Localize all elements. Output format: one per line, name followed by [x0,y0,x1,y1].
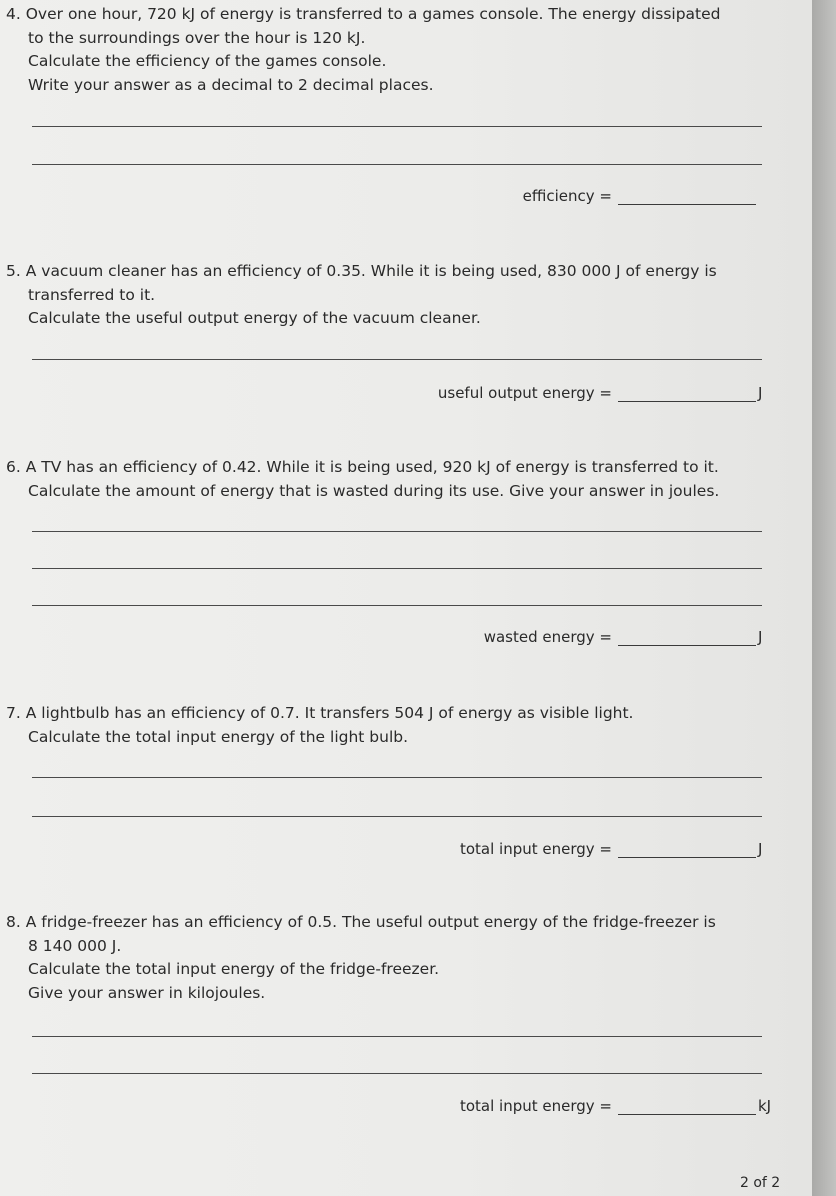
question-number: 6. [6,458,21,476]
answer-label: wasted energy = [483,628,612,646]
question-6 [6,456,786,503]
question-text-line: Calculate the amount of energy that is wasted during its use. Give your answer in joules. [28,481,720,500]
question-4 [6,3,786,97]
working-line[interactable] [32,568,762,569]
answer-unit: J [758,840,763,858]
question-text-line: Over one hour, 720 kJ of energy is transferred to a games console. The energy dissipated [25,5,721,23]
working-line[interactable] [32,777,762,778]
question-text-line: Calculate the useful output energy of the vacuum cleaner. [28,309,481,327]
question-text-line: A fridge-freezer has an efficiency of 0.5. The useful output energy of the fridge-freezer is [25,913,716,931]
question-text-line: A TV has an efficiency of 0.42. While it is being used, 920 kJ of energy is transferred to it. [25,458,719,476]
page-edge-shadow [812,0,836,1196]
page-number: 2 of 2 [740,1175,781,1191]
working-line[interactable] [32,816,762,817]
answer-blank[interactable] [618,631,756,646]
question-text-line: A vacuum cleaner has an efficiency of 0.35. While it is being used, 830 000 J of energy is [25,262,717,280]
question-text-line: A lightbulb has an efficiency of 0.7. It transfers 504 J of energy as visible light. [25,704,634,722]
question-text-line: 8 140 000 J. [28,936,122,955]
answer-useful-output-energy [438,384,772,402]
working-line[interactable] [32,164,762,165]
answer-label: efficiency = [522,187,612,205]
question-text-line: Write your answer as a decimal to 2 decimal places. [28,75,434,94]
answer-total-input-energy-kj [460,1097,772,1115]
working-line[interactable] [32,359,762,360]
working-line[interactable] [32,1073,762,1074]
answer-efficiency [523,187,772,205]
question-7 [6,702,786,749]
question-text-line: to the surroundings over the hour is 120 kJ. [28,28,366,47]
answer-blank[interactable] [618,843,756,858]
answer-label: useful output energy = [437,384,612,402]
question-8 [6,911,786,1005]
question-number: 4. [6,5,21,23]
answer-total-input-energy [460,840,772,858]
answer-blank[interactable] [618,190,756,205]
question-text-line: Calculate the efficiency of the games console. [28,52,387,70]
answer-label: total input energy = [459,840,612,858]
working-line[interactable] [32,126,762,127]
question-number: 7. [6,704,21,722]
answer-wasted-energy [484,628,772,646]
working-line[interactable] [32,1036,762,1037]
question-text-line: Calculate the total input energy of the fridge-freezer. [28,960,440,978]
answer-blank[interactable] [618,387,756,402]
working-line[interactable] [32,605,762,606]
question-text-line: Give your answer in kilojoules. [28,983,266,1002]
answer-label: total input energy = [459,1097,612,1115]
answer-unit: kJ [758,1097,772,1115]
question-number: 8. [6,913,21,931]
question-text-line: Calculate the total input energy of the light bulb. [28,727,409,746]
answer-unit: J [758,628,763,646]
answer-blank[interactable] [618,1100,756,1115]
question-5 [6,260,786,331]
working-line[interactable] [32,531,762,532]
answer-unit: J [758,384,763,402]
question-number: 5. [6,262,21,280]
question-text-line: transferred to it. [28,285,156,304]
